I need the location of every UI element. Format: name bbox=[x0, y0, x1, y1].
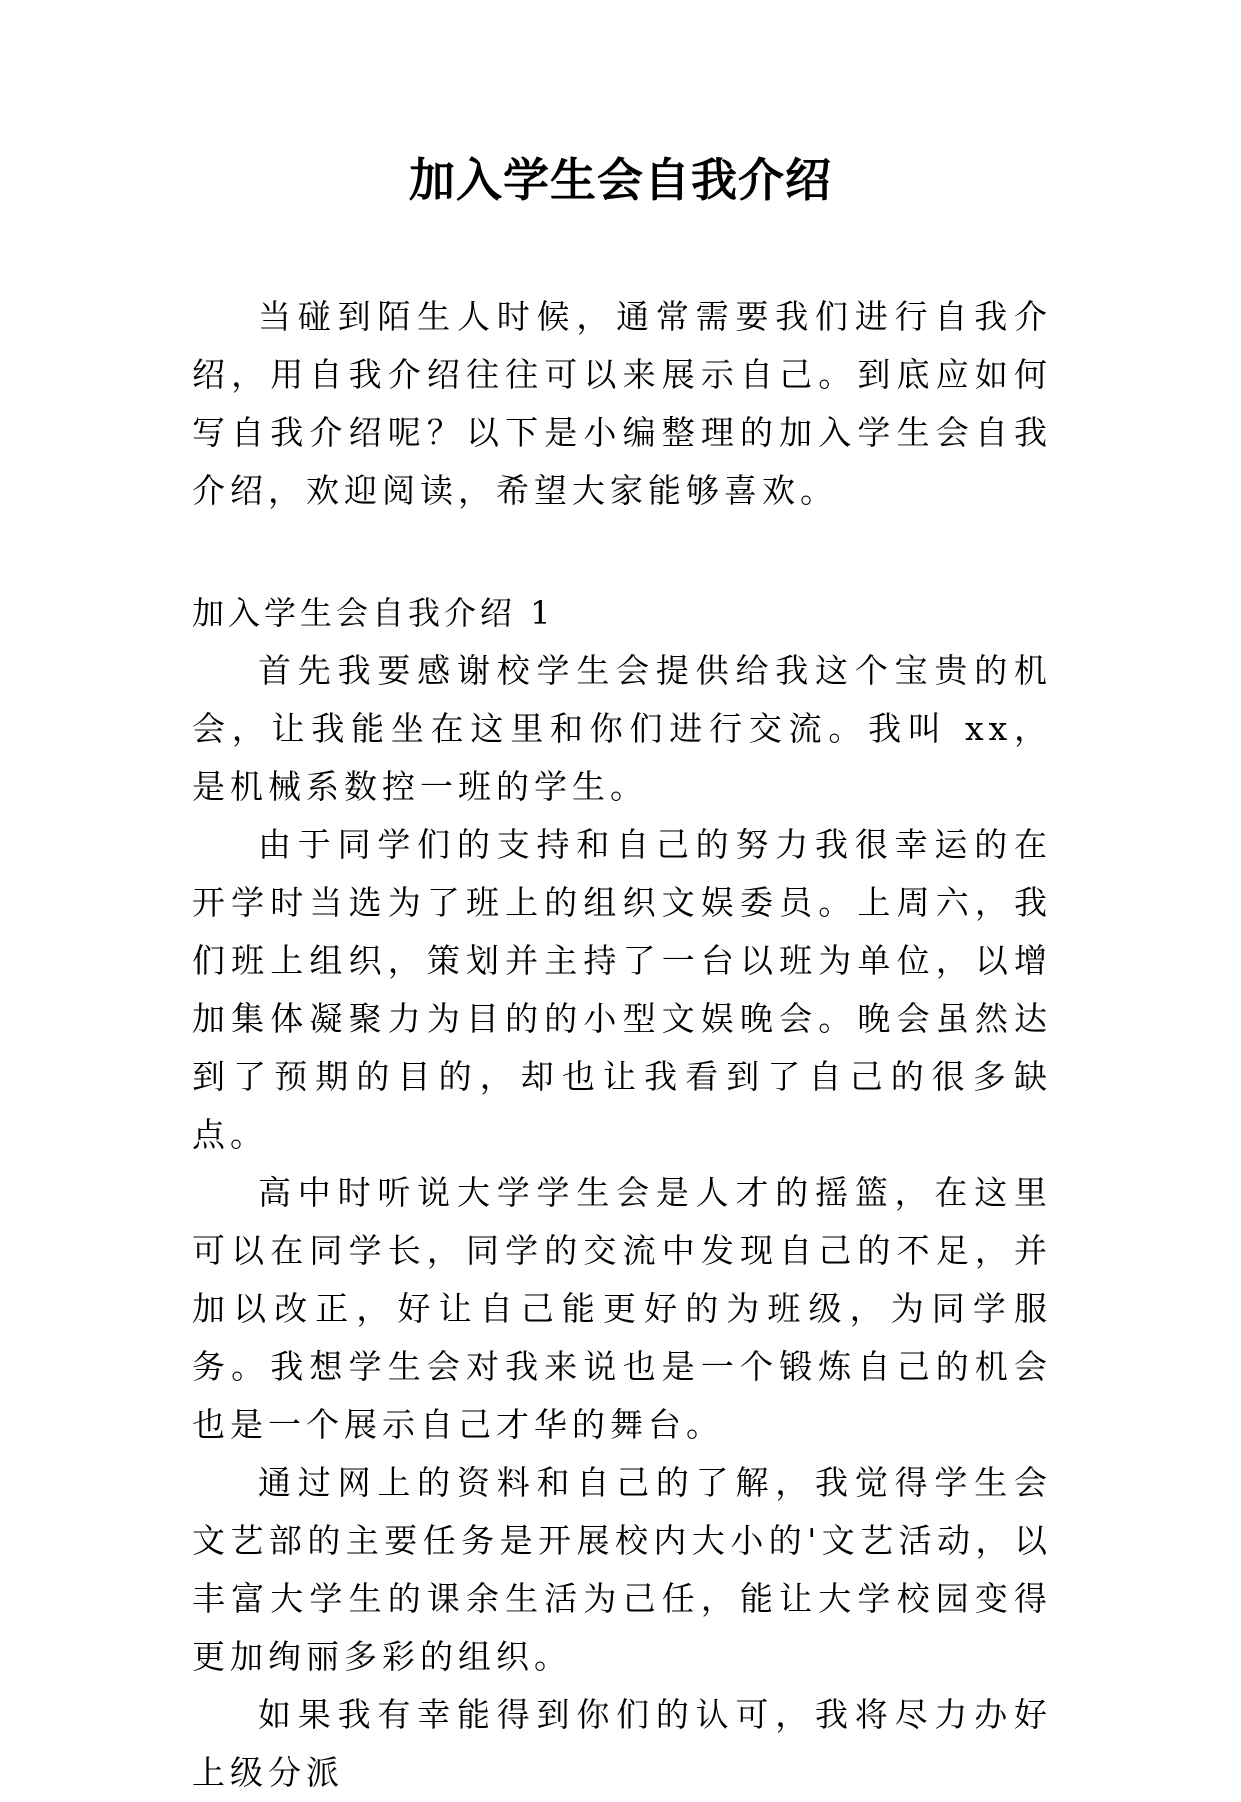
body-paragraph-4: 通过网上的资料和自己的了解，我觉得学生会文艺部的主要任务是开展校内大小的'文艺活动，以丰富大学生的课余生活为己任，能让大学校园变得更加绚丽多彩的组织。 bbox=[192, 1463, 1052, 1676]
body-paragraph-3: 高中时听说大学学生会是人才的摇篮，在这里可以在同学长，同学的交流中发现自己的不足，并加以改正，好让自己能更好的为班级，为同学服务。我想学生会对我来说也是一个锻炼自己的机会也是一个展示自己才华的舞台。 bbox=[192, 1173, 1052, 1444]
section-heading: 加入学生会自我介绍 1 bbox=[192, 594, 555, 632]
body-paragraph-1: 首先我要感谢校学生会提供给我这个宝贵的机会，让我能坐在这里和你们进行交流。我叫 xx，是机械系数控一班的学生。 bbox=[192, 651, 1052, 806]
intro-paragraph: 当碰到陌生人时候，通常需要我们进行自我介绍，用自我介绍往往可以来展示自己。到底应如何写自我介绍呢？以下是小编整理的加入学生会自我介绍，欢迎阅读，希望大家能够喜欢。 bbox=[192, 297, 1052, 510]
body-paragraph-5: 如果我有幸能得到你们的认可，我将尽力办好上级分派 bbox=[192, 1695, 1052, 1792]
document-body bbox=[192, 288, 1052, 1802]
document-title: 加入学生会自我介绍 bbox=[409, 153, 832, 207]
body-paragraph-2: 由于同学们的支持和自己的努力我很幸运的在开学时当选为了班上的组织文娱委员。上周六，我们班上组织，策划并主持了一台以班为单位，以增加集体凝聚力为目的的小型文娱晚会。晚会虽然达到了预期的目的，却也让我看到了自己的很多缺点。 bbox=[192, 825, 1052, 1154]
